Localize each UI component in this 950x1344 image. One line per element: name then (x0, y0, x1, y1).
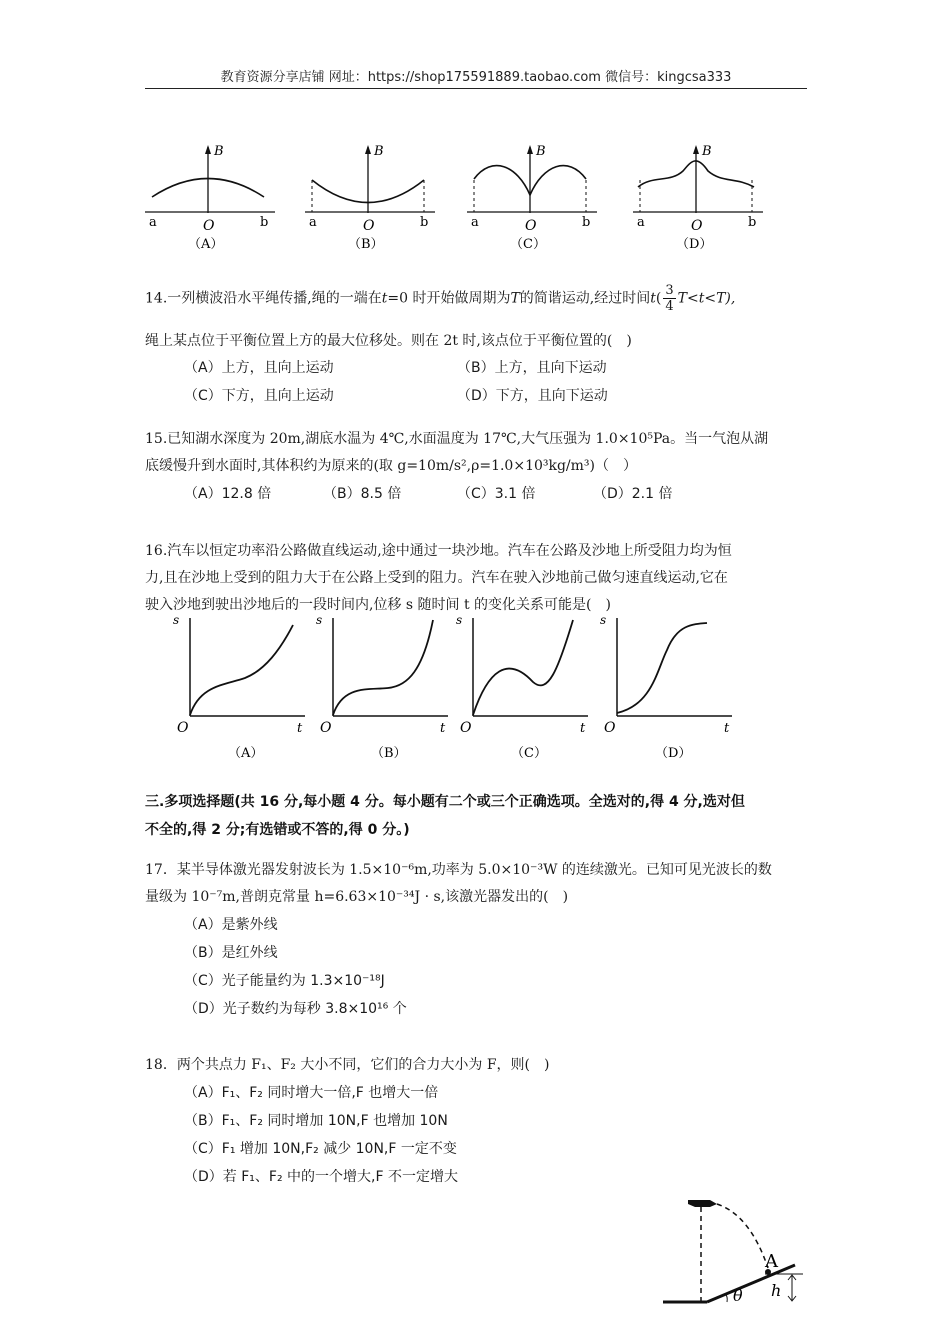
y-axis-label: B (214, 144, 224, 159)
b-field-graphs (140, 135, 820, 255)
b-graph-b (305, 144, 435, 252)
q18-option-b: （B）F₁、F₂ 同时增加 10N,F 也增加 10N (184, 1113, 448, 1129)
q18-option-d: （D）若 F₁、F₂ 中的一个增大,F 不一定增大 (184, 1169, 458, 1185)
height-label: h (771, 1281, 782, 1300)
angle-label: θ (733, 1286, 743, 1305)
panel-label: （A） (188, 237, 224, 252)
b-graph-d (633, 144, 763, 252)
slope-line (707, 1265, 795, 1302)
panel-label: （B） (371, 746, 407, 761)
trajectory-dashed (717, 1204, 768, 1268)
arrow-up-icon (693, 145, 699, 154)
s-t-graph-a (173, 613, 305, 761)
panel-label: （B） (348, 237, 384, 252)
q17-line2: 量级为 10⁻⁷m,普朗克常量 h=6.63×10⁻³⁴J · s,该激光器发出的( ) (145, 889, 569, 905)
s-t-curve (333, 620, 433, 715)
arrow-up-icon (527, 145, 533, 154)
section3-line2: 不全的,得 2 分;有选错或不答的,得 0 分。) (145, 822, 410, 838)
x-axis-label: t (440, 721, 446, 736)
panel-label: （C） (511, 746, 547, 761)
q18-line1: 18．两个共点力 F₁、F₂ 大小不同，它们的合力大小为 F，则( ) (145, 1057, 550, 1073)
x-axis-label: t (580, 721, 586, 736)
q14-option-b: （B）上方，且向下运动 (457, 360, 607, 376)
x-axis-label: t (724, 721, 730, 736)
y-axis-label: B (702, 144, 712, 159)
panel-label: （D） (655, 746, 692, 761)
q14-option-c: （C）下方，且向上运动 (184, 388, 334, 404)
q15-option-c: （C）3.1 倍 (457, 486, 536, 502)
q16-line3: 驶入沙地到驶出沙地后的一段时间内,位移 s 随时间 t 的变化关系可能是( ) (145, 597, 611, 613)
origin-label: O (460, 720, 472, 736)
s-t-graph-c (456, 613, 588, 761)
s-t-graph-d (600, 613, 732, 761)
panel-label: （C） (510, 237, 546, 252)
s-t-curve (190, 625, 293, 715)
origin-label: O (363, 218, 375, 234)
q15-option-d: （D）2.1 倍 (593, 486, 673, 502)
fraction-three-quarters: $\frac{3}{4}$ (665, 283, 674, 314)
s-t-graphs (165, 610, 755, 770)
page-header: 教育资源分享店铺 网址：https://shop175591889.taobao.com 微信号：kingcsa333 (145, 66, 807, 89)
origin-label: O (177, 720, 189, 736)
origin-label: O (604, 720, 616, 736)
q18-option-c: （C）F₁ 增加 10N,F₂ 减少 10N,F 一定不变 (184, 1141, 457, 1157)
y-axis-label: B (374, 144, 384, 159)
panel-label: （D） (676, 237, 713, 252)
q16-line1: 16.汽车以恒定功率沿公路做直线运动,途中通过一块沙地。汽车在公路及沙地上所受阻力均为恒 (145, 543, 732, 559)
left-point-label: a (471, 215, 479, 230)
q18-option-a: （A）F₁、F₂ 同时增大一倍,F 也增大一倍 (184, 1085, 439, 1101)
x-axis-label: t (297, 721, 303, 736)
q17-option-a: （A）是紫外线 (184, 917, 278, 933)
right-point-label: b (748, 215, 757, 230)
arrow-up-icon (365, 145, 371, 154)
q17-option-c: （C）光子能量约为 1.3×10⁻¹⁸J (184, 973, 385, 989)
y-axis-label: s (600, 613, 607, 627)
q14-option-d: （D）下方，且向下运动 (457, 388, 608, 404)
s-t-curve (473, 620, 573, 715)
right-point-label: b (582, 215, 591, 230)
s-t-graph-b (316, 613, 448, 761)
origin-label: O (203, 218, 215, 234)
s-t-curve (617, 623, 707, 713)
y-axis-label: B (536, 144, 546, 159)
left-point-label: a (309, 215, 317, 230)
q17-option-b: （B）是红外线 (184, 945, 278, 961)
point-a-label: A (765, 1251, 778, 1272)
projectile-slope-diagram (655, 1190, 815, 1312)
y-axis-label: s (456, 613, 463, 627)
origin-label: O (525, 218, 537, 234)
b-graph-a (145, 144, 275, 252)
right-point-label: b (260, 215, 269, 230)
q14-line2: 绳上某点位于平衡位置上方的最大位移处。则在 2t 时,该点位于平衡位置的( ) (145, 333, 632, 349)
q17-option-d: （D）光子数约为每秒 3.8×10¹⁶ 个 (184, 1001, 407, 1017)
q15-line1: 15.已知湖水深度为 20m,湖底水温为 4℃,水面温度为 17℃,大气压强为 1.0×10⁵Pa。当一气泡从湖 (145, 431, 769, 447)
right-point-label: b (420, 215, 429, 230)
arrow-up-icon (205, 145, 211, 154)
q14-line1: 14.一列横波沿水平绳传播,绳的一端在t=0 时开始做周期为T的简谐运动,经过时间t( $\frac{3}{4}$ T<t<T), (145, 283, 736, 314)
left-point-label: a (637, 215, 645, 230)
q15-option-a: （A）12.8 倍 (184, 486, 272, 502)
origin-label: O (691, 218, 703, 234)
q15-line2: 底缓慢升到水面时,其体积约为原来的(取 g=10m/s²,ρ=1.0×10³kg/m³)（ ） (145, 458, 638, 474)
q14-option-a: （A）上方，且向上运动 (184, 360, 334, 376)
b-graph-c (467, 144, 597, 252)
panel-label: （A） (228, 746, 264, 761)
left-point-label: a (149, 215, 157, 230)
y-axis-label: s (173, 613, 180, 627)
q15-option-b: （B）8.5 倍 (323, 486, 402, 502)
section3-line1: 三.多项选择题(共 16 分,每小题 4 分。每小题有二个或三个正确选项。全选对的,得 4 分,选对但 (145, 794, 745, 810)
y-axis-label: s (316, 613, 323, 627)
q16-line2: 力,且在沙地上受到的阻力大于在公路上受到的阻力。汽车在驶入沙地前己做匀速直线运动,它在 (145, 570, 728, 586)
launcher-icon (688, 1200, 717, 1207)
origin-label: O (320, 720, 332, 736)
q17-line1: 17．某半导体激光器发射波长为 1.5×10⁻⁶m,功率为 5.0×10⁻³W 的连续激光。已知可见光波长的数 (145, 862, 772, 878)
